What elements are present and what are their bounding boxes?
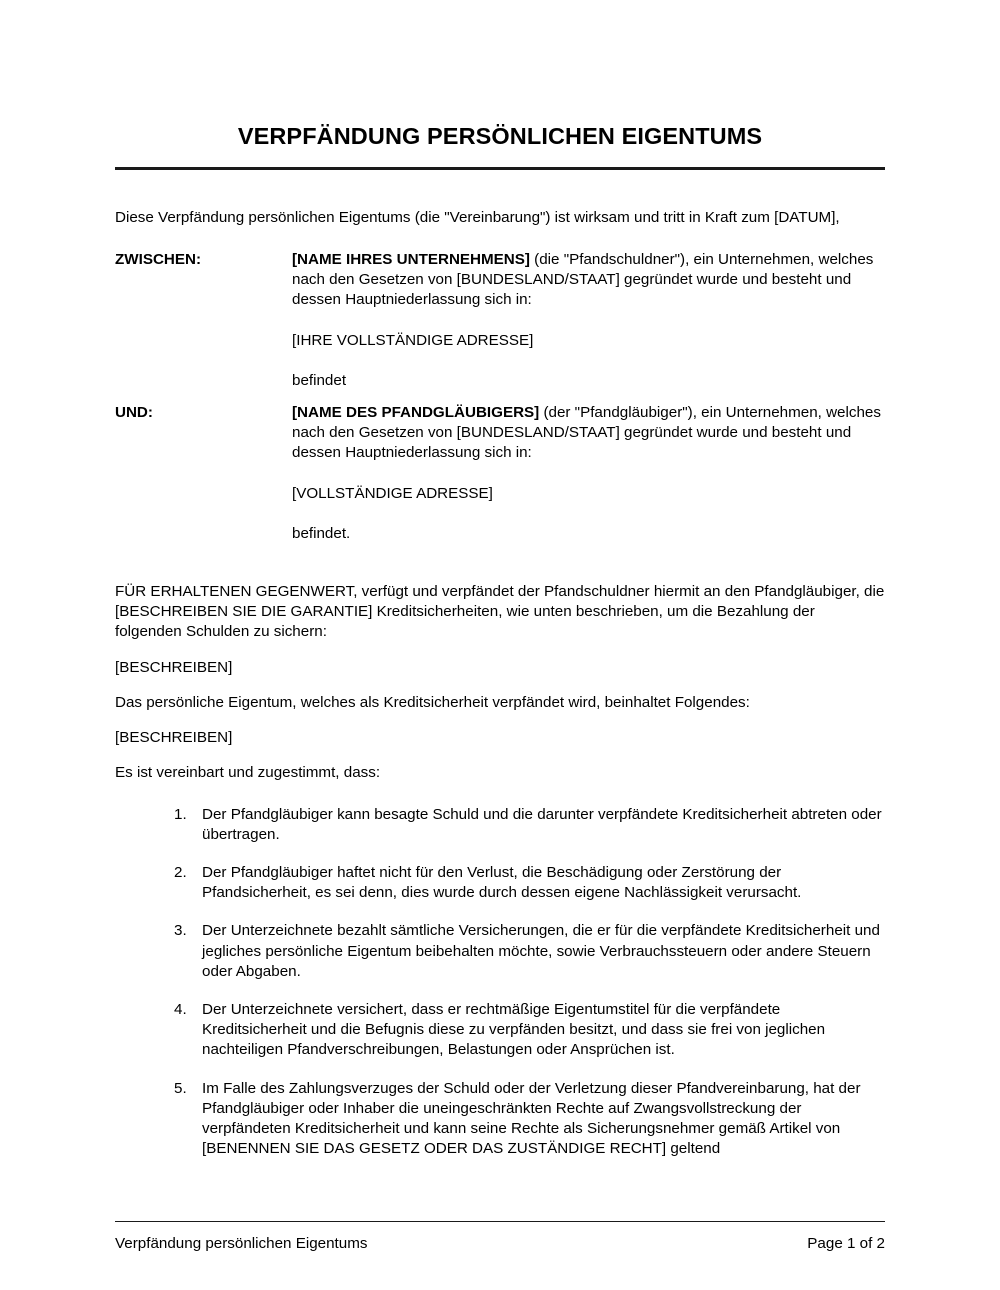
clause-text: Der Unterzeichnete versichert, dass er rechtmäßige Eigentumstitel für die verpfändete Kreditsicherheit und die Befugnis diese zu verpfänden besitzt, und dass sie frei von jeglichen nachteiligen Pfandverschreibungen, Belastungen oder Ansprüchen ist. xyxy=(202,1000,826,1059)
party-name-debtor: [NAME IHRES UNTERNEHMENS] xyxy=(292,251,530,269)
spacer xyxy=(115,678,885,693)
list-item xyxy=(115,805,885,845)
spacer xyxy=(115,391,885,403)
spacer xyxy=(115,713,885,728)
clause-text: Im Falle des Zahlungsverzuges der Schuld oder der Verletzung dieser Pfandvereinbarung, hat der Pfandgläubiger oder Inhaber die uneingeschränkten Rechte auf Zwangsvollstreckung der verpfändeten Kreditsicherheit und kann seine Rechte als Sicherungsnehmer gemäß Artikel von [BENENNEN SIE DAS GESETZ ODER DAS ZUSTÄNDIGE RECHT] geltend xyxy=(202,1079,861,1158)
party-details-pledgee xyxy=(292,403,885,544)
party-address-pledgee: [VOLLSTÄNDIGE ADRESSE] xyxy=(292,484,493,502)
clause-number: 3. xyxy=(174,922,187,940)
spacer xyxy=(115,748,885,763)
list-item xyxy=(115,921,885,982)
party-closing-debtor: befindet xyxy=(292,371,347,389)
footer-document-name: Verpfändung persönlichen Eigentums xyxy=(115,1235,368,1252)
footer-page-number: Page 1 of 2 xyxy=(807,1235,885,1252)
party-block-pledgee xyxy=(115,403,885,544)
party-description-pledgee: (der "Pfandgläubiger"), ein Unternehmen, welches nach den Gesetzen von [BUNDESLAND/STAAT] gegründet wurde und besteht und dessen Hauptniederlassung sich in: xyxy=(292,404,881,462)
spacer xyxy=(115,544,885,582)
footer-row xyxy=(115,1234,885,1254)
list-item xyxy=(115,1000,885,1061)
spacer xyxy=(115,643,885,658)
party-name-pledgee: [NAME DES PFANDGLÄUBIGERS] xyxy=(292,404,540,422)
spacer xyxy=(115,228,885,250)
agreement-intro-paragraph: Es ist vereinbart und zugestimmt, dass: xyxy=(115,764,381,782)
intro-paragraph: Diese Verpfändung persönlichen Eigentums (die "Vereinbarung") ist wirksam und tritt in Kraft zum [DATUM], xyxy=(115,208,840,226)
clause-number: 2. xyxy=(174,863,187,881)
spacer xyxy=(115,784,885,805)
property-intro-paragraph: Das persönliche Eigentum, welches als Kreditsicherheit verpfändet wird, beinhaltet Folgendes: xyxy=(115,693,750,711)
party-identity-pledgee xyxy=(292,403,885,464)
spacer xyxy=(115,178,885,208)
party-identity-debtor xyxy=(292,250,885,311)
list-item xyxy=(115,1079,885,1160)
footer-divider xyxy=(115,1221,885,1222)
party-label-zwischen: ZWISCHEN: xyxy=(115,251,202,269)
party-details-debtor xyxy=(292,250,885,391)
clause-number: 5. xyxy=(174,1079,187,1097)
party-description-debtor: (die "Pfandschuldner"), ein Unternehmen, welches nach den Gesetzen von [BUNDESLAND/STAAT] gegründet wurde und besteht und dessen Hauptniederlassung sich in: xyxy=(292,251,874,309)
page-title: VERPFÄNDUNG PERSÖNLICHEN EIGENTUMS xyxy=(237,123,763,149)
clause-number: 1. xyxy=(174,805,187,823)
clause-number: 4. xyxy=(174,1000,187,1018)
party-closing-pledgee: befindet. xyxy=(292,524,351,542)
document-content xyxy=(115,0,885,1159)
title-divider xyxy=(115,167,885,170)
debts-placeholder: [BESCHREIBEN] xyxy=(115,658,233,676)
property-placeholder: [BESCHREIBEN] xyxy=(115,729,233,747)
list-item xyxy=(115,863,885,903)
party-block-debtor xyxy=(115,250,885,391)
clause-text: Der Pfandgläubiger haftet nicht für den Verlust, die Beschädigung oder Zerstörung der Pfandsicherheit, es sei denn, dies wurde durch dessen eigene Nachlässigkeit verursacht. xyxy=(202,863,802,902)
party-label-und: UND: xyxy=(115,404,153,422)
clause-list xyxy=(115,805,885,1160)
consideration-paragraph: FÜR ERHALTENEN GEGENWERT, verfügt und verpfändet der Pfandschuldner hiermit an den Pfandgläubiger, die [BESCHREIBEN SIE DIE GARANTIE] Kreditsicherheiten, wie unten beschrieben, um die Bezahlung der folgenden Schulden zu sichern: xyxy=(115,583,885,641)
page-footer xyxy=(115,1221,885,1254)
clause-text: Der Pfandgläubiger kann besagte Schuld und die darunter verpfändete Kreditsicherheit abtreten oder übertragen. xyxy=(202,805,882,843)
party-address-debtor: [IHRE VOLLSTÄNDIGE ADRESSE] xyxy=(292,331,534,349)
clause-text: Der Unterzeichnete bezahlt sämtliche Versicherungen, die er für die verpfändete Kreditsicherheit und jegliches persönliche Eigentum beibehalten möchte, sowie Verbrauchssteuern oder andere Steuern oder Abgaben. xyxy=(202,922,880,980)
